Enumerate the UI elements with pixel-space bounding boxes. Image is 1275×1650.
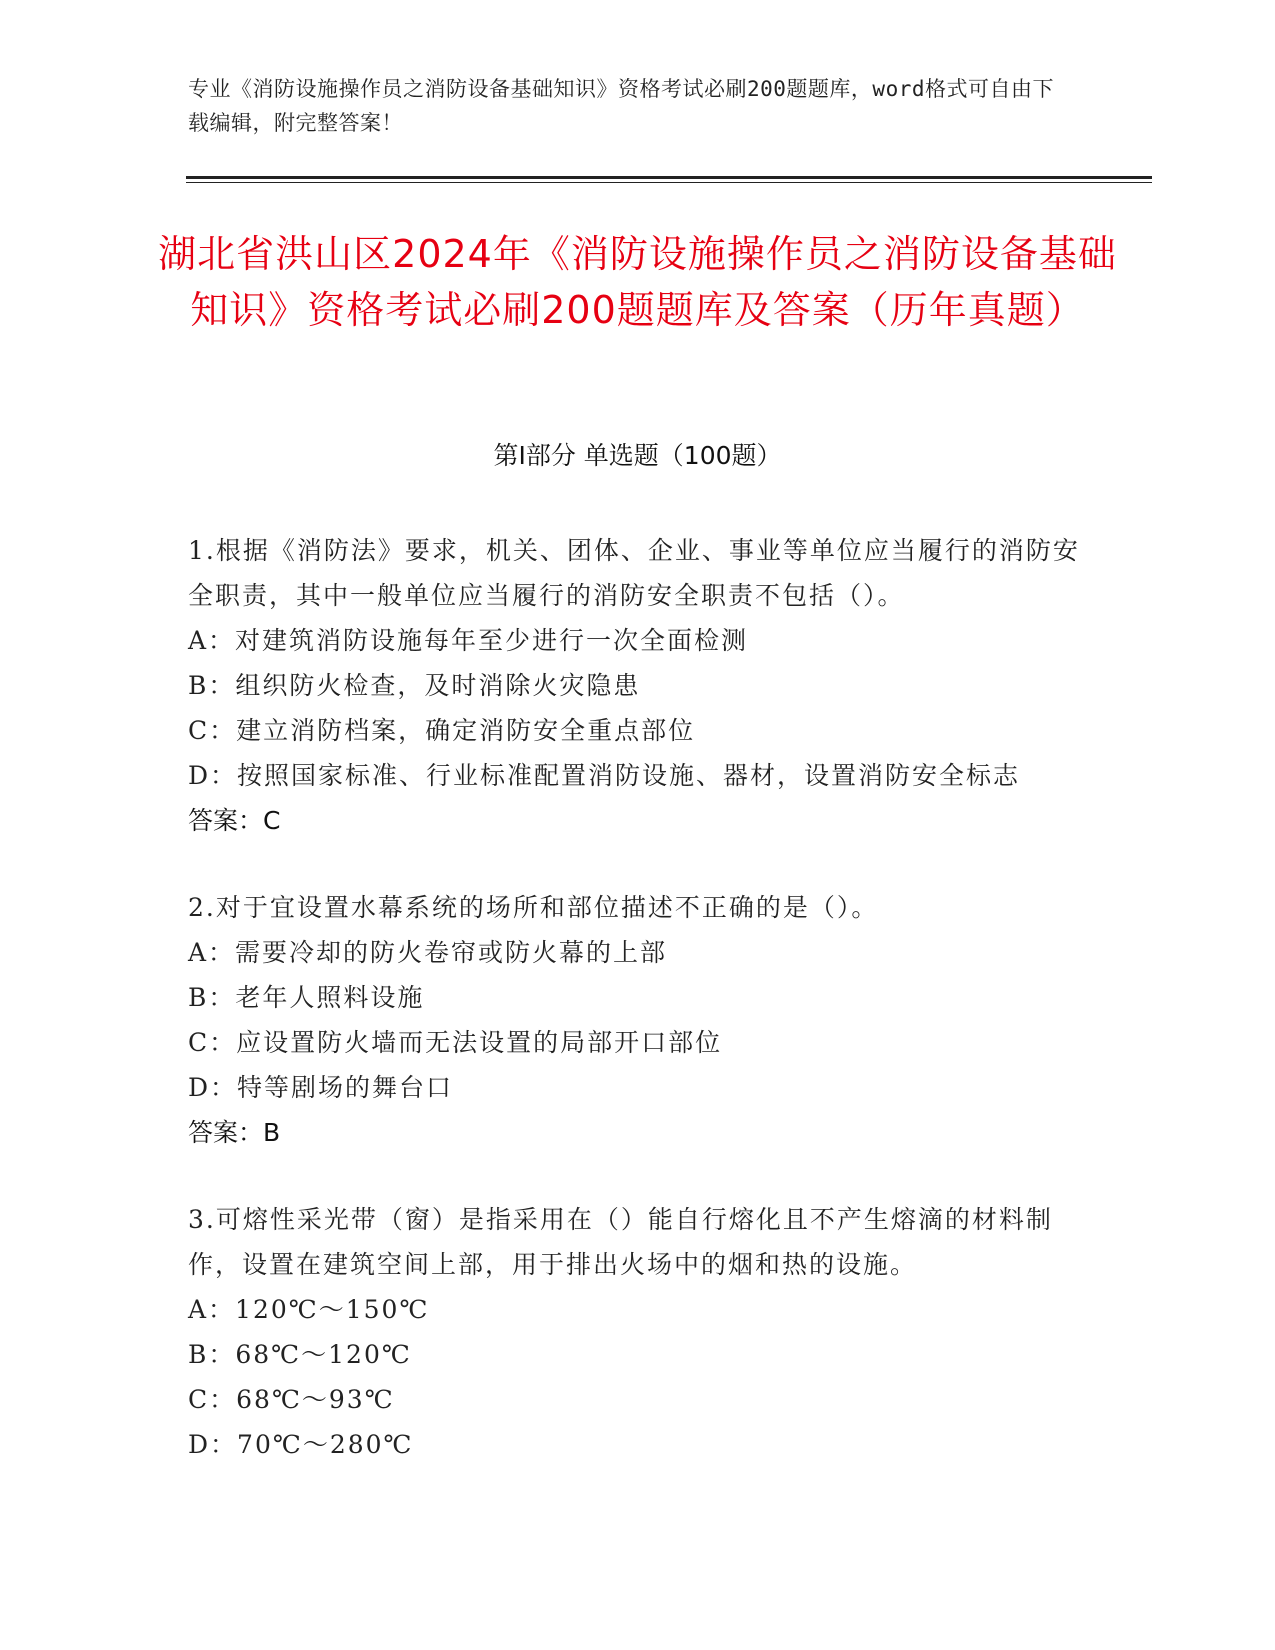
document-title: 湖北省洪山区2024年《消防设施操作员之消防设备基础知识》资格考试必刷200题题库及答案（历年真题） (158, 232, 1117, 332)
option-a: A：120℃～150℃ (188, 1295, 430, 1324)
option-d: D：特等剧场的舞台口 (188, 1073, 454, 1102)
header-rule-thin (186, 182, 1152, 183)
option-b: B：68℃～120℃ (188, 1340, 412, 1369)
option-c: C：建立消防档案，确定消防安全重点部位 (188, 716, 696, 745)
option-c: C：应设置防火墙而无法设置的局部开口部位 (188, 1028, 723, 1057)
option-b: B：组织防火检查，及时消除火灾隐患 (188, 671, 641, 700)
section-heading: 第Ⅰ部分 单选题（100题） (493, 441, 782, 470)
question-stem: 2.对于宜设置水幕系统的场所和部位描述不正确的是（）。 (188, 893, 879, 922)
option-c: C：68℃～93℃ (188, 1385, 395, 1414)
header-rule-thick (186, 176, 1152, 179)
option-b: B：老年人照料设施 (188, 983, 425, 1012)
answer-line: 答案：B (188, 1118, 281, 1147)
question-stem: 1.根据《消防法》要求，机关、团体、企业、事业等单位应当履行的消防安全职责，其中一般单位应当履行的消防安全职责不包括（）。 (188, 536, 1080, 610)
option-d: D：70℃～280℃ (188, 1430, 414, 1459)
question-3 (188, 1197, 1088, 1467)
option-d: D：按照国家标准、行业标准配置消防设施、器材，设置消防安全标志 (188, 761, 1021, 790)
question-stem: 3.可熔性采光带（窗）是指采用在（）能自行熔化且不产生熔滴的材料制作，设置在建筑空间上部，用于排出火场中的烟和热的设施。 (188, 1205, 1053, 1279)
question-1 (188, 528, 1088, 843)
answer-line: 答案：C (188, 806, 281, 835)
header-note: 专业《消防设施操作员之消防设备基础知识》资格考试必刷200题题库，word格式可自由下载编辑，附完整答案！ (188, 77, 1054, 135)
question-2 (188, 885, 1088, 1155)
question-list (188, 528, 1088, 1509)
option-a: A：需要冷却的防火卷帘或防火幕的上部 (188, 938, 668, 967)
option-a: A：对建筑消防设施每年至少进行一次全面检测 (188, 626, 749, 655)
